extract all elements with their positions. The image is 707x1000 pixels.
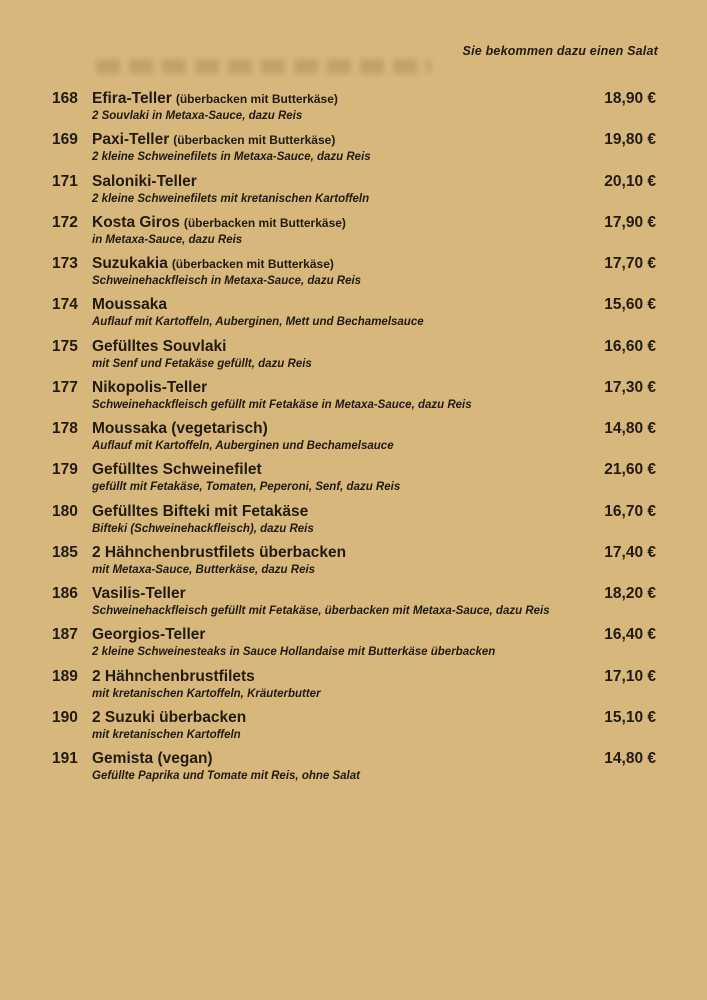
item-name: Gefülltes Bifteki mit Fetakäse	[92, 502, 309, 520]
item-title-line	[92, 379, 594, 397]
item-text-block	[92, 420, 604, 453]
item-number: 185	[52, 543, 78, 561]
menu-item	[52, 503, 656, 536]
item-title-line	[92, 131, 594, 149]
item-name: Saloniki-Teller	[92, 172, 197, 190]
item-price: 17,40 €	[604, 543, 656, 561]
item-price: 16,70 €	[604, 502, 656, 520]
item-number: 172	[52, 213, 78, 231]
menu-item	[52, 709, 656, 742]
item-name-note: (überbacken mit Butterkäse)	[173, 133, 336, 148]
item-description: 2 kleine Schweinefilets in Metaxa-Sauce, dazu Reis	[92, 151, 371, 164]
item-text-block	[92, 585, 604, 618]
item-price: 18,90 €	[604, 90, 656, 107]
item-description: Bifteki (Schweinehackfleisch), dazu Reis	[92, 522, 314, 535]
item-name: 2 Hähnchenbrustfilets	[92, 667, 255, 685]
item-description: mit Metaxa-Sauce, Butterkäse, dazu Reis	[92, 563, 316, 576]
item-description: gefüllt mit Fetakäse, Tomaten, Peperoni, Senf, dazu Reis	[92, 481, 401, 494]
item-text-block	[92, 90, 604, 123]
item-name: Georgios-Teller	[92, 626, 206, 644]
menu-item	[52, 214, 656, 247]
item-price: 16,40 €	[604, 626, 656, 644]
item-description: Schweinehackfleisch gefüllt mit Fetakäse in Metaxa-Sauce, dazu Reis	[92, 398, 472, 411]
item-number: 168	[52, 90, 78, 107]
item-text-block	[92, 379, 604, 412]
item-description: in Metaxa-Sauce, dazu Reis	[92, 233, 243, 246]
menu-item	[52, 255, 656, 288]
item-title-line	[92, 668, 594, 686]
item-text-block	[92, 338, 604, 371]
menu-item	[52, 90, 656, 123]
item-price: 19,80 €	[604, 131, 656, 149]
item-number: 169	[52, 131, 78, 149]
menu-item	[52, 420, 656, 453]
item-description: Auflauf mit Kartoffeln, Auberginen und Bechamelsauce	[92, 440, 394, 452]
item-name: Moussaka	[92, 296, 167, 314]
item-number: 180	[52, 502, 78, 520]
item-price: 16,60 €	[604, 337, 656, 355]
item-description: Schweinehackfleisch in Metaxa-Sauce, dazu Reis	[92, 275, 362, 287]
item-number: 177	[52, 378, 78, 396]
item-price: 18,20 €	[604, 585, 656, 602]
item-number: 190	[52, 708, 78, 726]
item-price: 21,60 €	[604, 461, 656, 479]
item-description: mit kretanischen Kartoffeln	[92, 728, 241, 741]
item-text-block	[92, 668, 604, 701]
item-description: Schweinehackfleisch gefüllt mit Fetakäse, überbacken mit Metaxa-Sauce, dazu Reis	[92, 605, 550, 617]
item-description: 2 kleine Schweinesteaks in Sauce Hollandaise mit Butterkäse überbacken	[92, 646, 496, 659]
item-name-note: (überbacken mit Butterkäse)	[175, 92, 338, 106]
item-price: 17,10 €	[604, 667, 656, 685]
item-price: 20,10 €	[604, 172, 656, 190]
salad-note: Sie bekommen dazu einen Salat	[462, 44, 658, 58]
erased-heading-smudge	[96, 59, 431, 74]
item-description: mit Senf und Fetakäse gefüllt, dazu Reis	[92, 357, 312, 370]
item-number: 179	[52, 461, 78, 479]
item-text-block	[92, 131, 604, 164]
item-text-block	[92, 544, 604, 577]
item-number: 173	[52, 255, 78, 272]
item-number: 187	[52, 626, 78, 644]
item-number: 189	[52, 667, 78, 685]
item-price: 17,90 €	[604, 213, 656, 231]
item-name: 2 Hähnchenbrustfilets überbacken	[92, 543, 347, 561]
menu-item	[52, 544, 656, 577]
item-price: 14,80 €	[604, 750, 656, 767]
item-title-line	[92, 338, 594, 356]
item-text-block	[92, 626, 604, 659]
menu-item	[52, 296, 656, 329]
menu-item	[52, 626, 656, 659]
item-text-block	[92, 503, 604, 536]
item-price: 15,60 €	[604, 296, 656, 314]
item-description: mit kretanischen Kartoffeln, Kräuterbutter	[92, 687, 321, 700]
item-text-block	[92, 709, 604, 742]
menu-item	[52, 668, 656, 701]
item-text-block	[92, 296, 604, 329]
item-number: 191	[52, 750, 78, 767]
item-title-line	[92, 544, 594, 562]
item-name-note: (überbacken mit Butterkäse)	[171, 257, 334, 271]
item-number: 175	[52, 337, 78, 355]
item-title-line	[92, 173, 594, 191]
item-number: 186	[52, 585, 78, 602]
item-title-line	[92, 255, 594, 273]
item-price: 17,70 €	[604, 255, 656, 272]
item-text-block	[92, 461, 604, 494]
item-title-line	[92, 503, 594, 521]
item-text-block	[92, 214, 604, 247]
item-title-line	[92, 461, 594, 479]
item-number: 178	[52, 420, 78, 437]
item-name: Suzukakia	[92, 255, 168, 272]
item-name: Vasilis-Teller	[92, 585, 186, 602]
item-description: 2 kleine Schweinefilets mit kretanischen Kartoffeln	[92, 192, 370, 205]
menu-list	[52, 90, 656, 791]
item-name: Efira-Teller	[92, 90, 172, 107]
item-name: Nikopolis-Teller	[92, 378, 208, 396]
menu-item	[52, 173, 656, 206]
item-description: 2 Souvlaki in Metaxa-Sauce, dazu Reis	[92, 110, 303, 122]
item-text-block	[92, 750, 604, 783]
menu-item	[52, 338, 656, 371]
item-text-block	[92, 173, 604, 206]
item-description: Gefüllte Paprika und Tomate mit Reis, ohne Salat	[92, 770, 360, 782]
item-title-line	[92, 90, 594, 108]
item-name: Kosta Giros	[92, 213, 180, 231]
item-name: Paxi-Teller	[92, 131, 170, 149]
menu-item	[52, 131, 656, 164]
item-name: Gefülltes Souvlaki	[92, 337, 227, 355]
item-number: 174	[52, 296, 78, 314]
menu-item	[52, 461, 656, 494]
menu-item	[52, 750, 656, 783]
item-name: 2 Suzuki überbacken	[92, 708, 247, 726]
item-title-line	[92, 420, 594, 438]
item-number: 171	[52, 172, 78, 190]
item-title-line	[92, 296, 594, 314]
item-title-line	[92, 214, 594, 232]
item-name: Gemista (vegan)	[92, 750, 213, 767]
item-price: 15,10 €	[604, 708, 656, 726]
item-description: Auflauf mit Kartoffeln, Auberginen, Mett und Bechamelsauce	[92, 316, 424, 329]
item-name: Gefülltes Schweinefilet	[92, 461, 262, 479]
item-title-line	[92, 709, 594, 727]
item-price: 17,30 €	[604, 378, 656, 396]
item-title-line	[92, 750, 594, 768]
item-title-line	[92, 585, 594, 603]
menu-item	[52, 379, 656, 412]
item-text-block	[92, 255, 604, 288]
item-price: 14,80 €	[604, 420, 656, 437]
item-title-line	[92, 626, 594, 644]
item-name-note: (überbacken mit Butterkäse)	[183, 215, 346, 230]
menu-item	[52, 585, 656, 618]
item-name: Moussaka (vegetarisch)	[92, 420, 268, 437]
